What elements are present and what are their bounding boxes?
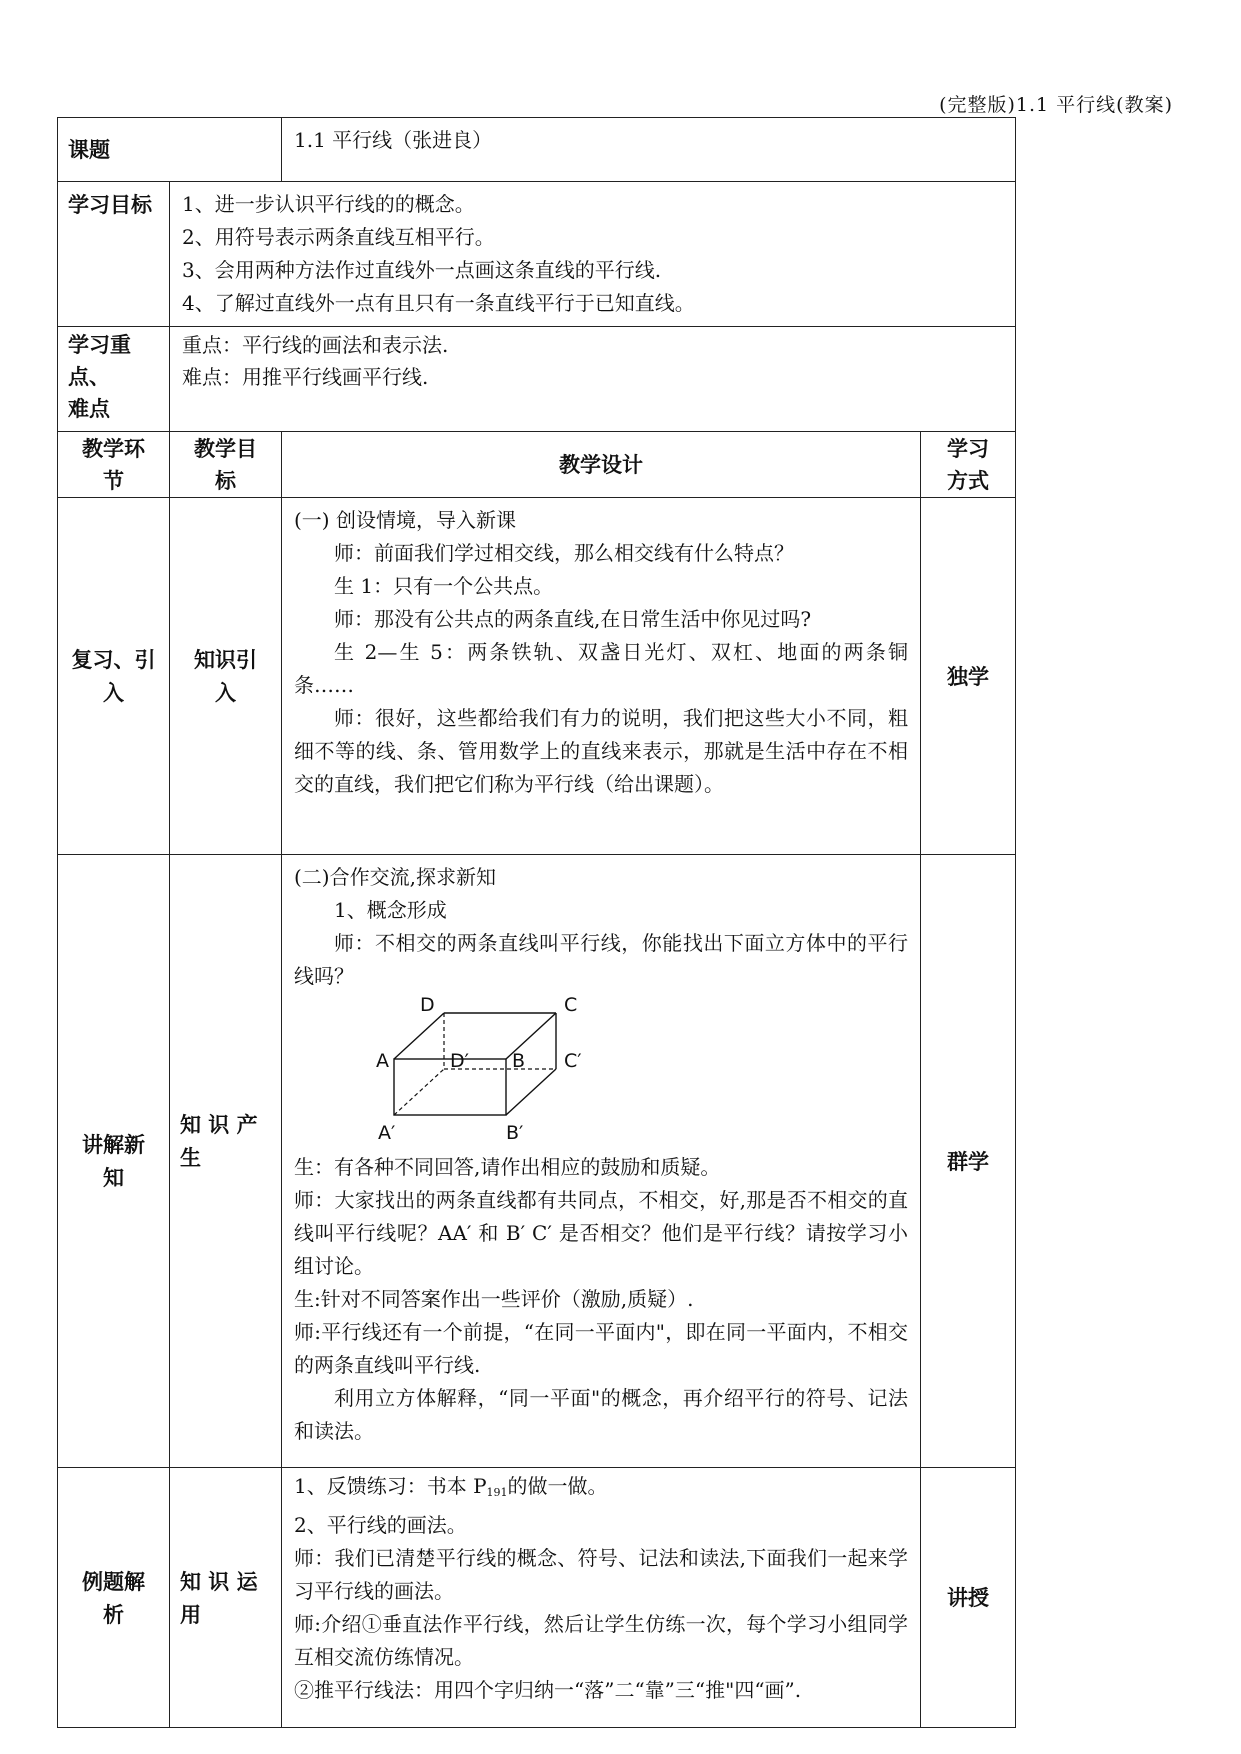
- design-line: 师：那没有公共点的两条直线,在日常生活中你见过吗?: [334, 607, 812, 631]
- stage-row-new-knowledge: [58, 855, 1016, 1468]
- topic-value: 1.1 平行线（张进良）: [282, 118, 1016, 182]
- stage-cell: [58, 1468, 170, 1728]
- design-paragraph: 师：不相交的两条直线叫平行线，你能找出下面立方体中的平行线吗？: [294, 931, 908, 988]
- key-points-content: [170, 327, 1016, 432]
- objectives-label: 学习目标: [58, 182, 170, 327]
- design-line: (一) 创设情境，导入新课: [294, 508, 516, 532]
- design-paragraph: 师:介绍①垂直法作平行线，然后让学生仿练一次，每个学习小组同学互相交流仿练情况。: [294, 1612, 908, 1669]
- cube-label-d: D: [420, 994, 435, 1016]
- objectives-list: [170, 182, 1016, 327]
- design-paragraph: 利用立方体解释，“同一平面"的概念，再介绍平行的符号、记法和读法。: [294, 1386, 908, 1443]
- stage-text-l1: 复习、引: [71, 647, 156, 672]
- goal-text-l1: 知 识 运: [180, 1568, 258, 1594]
- design-line: 生：有各种不同回答,请作出相应的鼓励和质疑。: [294, 1155, 721, 1179]
- design-line: 生:针对不同答案作出一些评价（激励,质疑）.: [294, 1287, 694, 1311]
- cube-label-d-prime: D′: [450, 1050, 469, 1072]
- stage-row-examples: [58, 1468, 1016, 1728]
- goal-text-l1: 知 识 产: [180, 1112, 258, 1137]
- key-points-row: [58, 327, 1016, 432]
- col-header-method-l2: 方式: [947, 467, 989, 493]
- difficulty-text: 难点：用推平行线画平行线.: [182, 365, 429, 389]
- cube-label-a-prime: A′: [378, 1122, 396, 1144]
- col-header-design: 教学设计: [282, 432, 921, 498]
- design-paragraph: 师:平行线还有一个前提，“在同一平面内"，即在同一平面内，不相交的两条直线叫平行线.: [294, 1320, 908, 1377]
- method-cell: 群学: [921, 855, 1016, 1468]
- objective-item: 1、进一步认识平行线的的概念。: [182, 192, 475, 216]
- exercise-text: 1、反馈练习：书本 P: [294, 1474, 487, 1498]
- cube-label-b-prime: B′: [506, 1122, 524, 1144]
- stage-cell: [58, 855, 170, 1468]
- column-header-row: [58, 432, 1016, 498]
- lesson-plan-table: [57, 117, 1016, 1728]
- goal-cell: [170, 498, 282, 855]
- objective-item: 2、用符号表示两条直线互相平行。: [182, 225, 495, 249]
- stage-cell: [58, 498, 170, 855]
- key-points-label-line2: 难点: [68, 396, 110, 421]
- design-paragraph: 师：大家找出的两条直线都有共同点，不相交，好,那是否不相交的直线叫平行线呢？AA′ 和 B′ C′ 是否相交？他们是平行线？请按学习小组讨论。: [294, 1188, 908, 1278]
- goal-cell: [170, 855, 282, 1468]
- method-cell: 独学: [921, 498, 1016, 855]
- col-header-stage-l1: 教学环: [82, 435, 145, 461]
- cube-label-b: B: [512, 1050, 526, 1072]
- topic-label: 课题: [58, 118, 282, 182]
- design-paragraph: 师：我们已清楚平行线的概念、符号、记法和读法,下面我们一起来学习平行线的画法。: [294, 1546, 908, 1603]
- goal-cell: [170, 1468, 282, 1728]
- stage-text-l2: 析: [103, 1601, 124, 1627]
- design-line: (二)合作交流,探求新知: [294, 865, 496, 889]
- stage-text-l1: 例题解: [82, 1568, 145, 1594]
- exercise-text-end: 的做一做。: [507, 1474, 608, 1498]
- cube-label-a: A: [376, 1050, 389, 1072]
- objective-item: 3、会用两种方法作过直线外一点画这条直线的平行线.: [182, 258, 662, 282]
- col-header-goal-l2: 标: [215, 467, 236, 493]
- document-header: (完整版)1.1 平行线(教案): [939, 94, 1173, 116]
- goal-text-l2: 入: [215, 680, 236, 705]
- goal-text-l2: 生: [180, 1145, 201, 1170]
- method-cell: 讲授: [921, 1468, 1016, 1728]
- objective-item: 4、了解过直线外一点有且只有一条直线平行于已知直线。: [182, 291, 695, 315]
- goal-text-l1: 知识引: [194, 647, 257, 672]
- topic-row: [58, 118, 1016, 182]
- col-header-method-l1: 学习: [947, 435, 989, 461]
- col-header-stage: [58, 432, 170, 498]
- key-points-label-line1: 学习重点、: [68, 332, 131, 389]
- col-header-stage-l2: 节: [103, 467, 124, 493]
- design-cell: [282, 1468, 921, 1728]
- design-cell: [282, 855, 921, 1468]
- cube-label-c: C: [564, 994, 578, 1016]
- design-paragraph: 生 2—生 5：两条铁轨、双盏日光灯、双杠、地面的两条铜条……: [294, 640, 908, 697]
- col-header-method: [921, 432, 1016, 498]
- stage-text-l2: 入: [103, 680, 124, 705]
- design-line: [294, 1470, 908, 1509]
- design-line: 1、概念形成: [334, 898, 447, 922]
- key-points-label: [58, 327, 170, 432]
- design-line: 生 1：只有一个公共点。: [334, 574, 554, 598]
- objectives-row: [58, 182, 1016, 327]
- cube-diagram: [374, 993, 614, 1151]
- focus-text: 重点：平行线的画法和表示法.: [182, 333, 449, 357]
- page-subscript: 191: [486, 1486, 508, 1499]
- goal-text-l2: 用: [180, 1601, 201, 1627]
- cube-figure: [294, 993, 908, 1151]
- design-line: 师：前面我们学过相交线，那么相交线有什么特点？: [334, 541, 794, 565]
- col-header-goal: [170, 432, 282, 498]
- design-paragraph: ②推平行线法：用四个字归纳一“落”二“靠”三“推"四“画”.: [294, 1678, 802, 1702]
- stage-text-l2: 知: [103, 1165, 124, 1190]
- design-paragraph: 师：很好，这些都给我们有力的说明，我们把这些大小不同，粗细不等的线、条、管用数学上的直线来表示，那就是生活中存在不相交的直线，我们把它们称为平行线（给出课题）。: [294, 706, 908, 796]
- cube-label-c-prime: C′: [564, 1050, 582, 1072]
- stage-text-l1: 讲解新: [82, 1132, 145, 1157]
- col-header-goal-l1: 教学目: [194, 435, 257, 461]
- design-cell: [282, 498, 921, 855]
- design-line: 2、平行线的画法。: [294, 1513, 467, 1537]
- stage-row-review: [58, 498, 1016, 855]
